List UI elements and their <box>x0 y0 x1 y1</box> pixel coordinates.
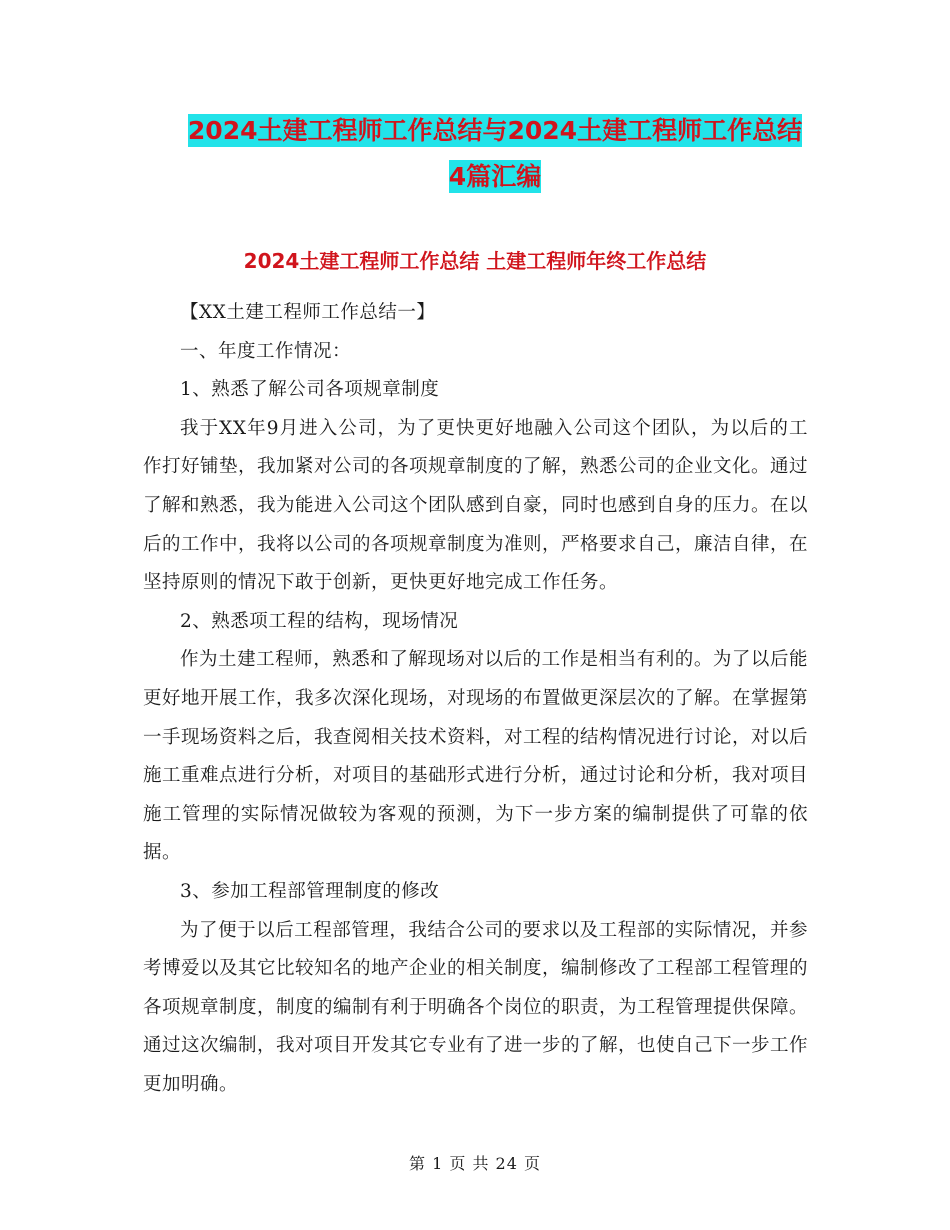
title-line-1: 2024土建工程师工作总结与2024土建工程师工作总结 <box>187 116 803 145</box>
document-title <box>140 108 850 200</box>
heading-item-3: 3、参加工程部管理制度的修改 <box>180 880 440 902</box>
paragraph-1: 我于XX年9月进入公司，为了更快更好地融入公司这个团队，为以后的工作打好铺垫，我加紧对公司的各项规章制度的了解，熟悉公司的企业文化。通过了解和熟悉，我为能进入公司这个团队感到自豪，同时也感到自身的压力。在以后的工作中，我将以公司的各项规章制度为准则，严格要求自己，廉洁自律，在坚持原则的情况下敢于创新，更快更好地完成工作任务。 <box>143 417 809 594</box>
heading-item-1: 1、熟悉了解公司各项规章制度 <box>180 379 440 401</box>
heading-item-2: 2、熟悉项工程的结构，现场情况 <box>180 610 459 632</box>
paragraph-2: 作为土建工程师，熟悉和了解现场对以后的工作是相当有利的。为了以后能更好地开展工作，我多次深化现场，对现场的布置做更深层次的了解。在掌握第一手现场资料之后，我查阅相关技术资料，对工程的结构情况进行讨论，对以后施工重难点进行分析，对项目的基础形式进行分析，通过讨论和分析，我对项目施工管理的实际情况做较为客观的预测，为下一步方案的编制提供了可靠的依据。 <box>143 649 809 864</box>
page-footer: 第 1 页 共 24 页 <box>409 1154 541 1173</box>
document-body <box>143 294 808 1104</box>
paragraph-3: 为了便于以后工程部管理，我结合公司的要求以及工程部的实际情况，并参考博爱以及其它比较知名的地产企业的相关制度，编制修改了工程部工程管理的各项规章制度，制度的编制有利于明确各个岗位的职责，为工程管理提供保障。通过这次编制，我对项目开发其它专业有了进一步的了解，也使自己下一步工作更加明确。 <box>143 919 809 1095</box>
section-subtitle: 2024土建工程师工作总结 土建工程师年终工作总结 <box>243 249 707 273</box>
title-line-2: 4篇汇编 <box>448 162 542 191</box>
heading-annual-work: 一、年度工作情况： <box>180 340 352 362</box>
section-heading: 【XX土建工程师工作总结一】 <box>180 302 436 323</box>
